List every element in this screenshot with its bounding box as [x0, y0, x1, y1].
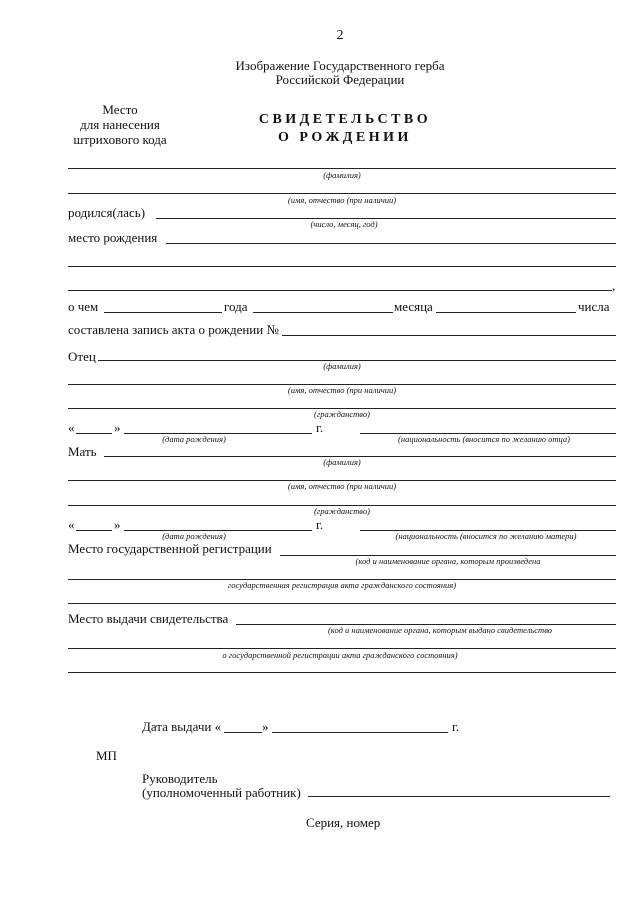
mother-surname-caption: (фамилия): [323, 457, 361, 467]
child-surname-line[interactable]: [68, 168, 616, 169]
mother-label: Мать: [68, 444, 97, 459]
birthplace-label: место рождения: [68, 230, 158, 245]
mother-dob-close-quote: »: [114, 517, 121, 532]
birthplace-line-2[interactable]: [68, 266, 616, 267]
signatory-title: Руководитель: [142, 771, 218, 786]
barcode-place-line3: штрихового кода: [73, 132, 167, 147]
birthplace-line-3[interactable]: [68, 290, 612, 291]
issuance-place-line-3[interactable]: [68, 672, 616, 673]
birth-date-line[interactable]: [156, 218, 616, 219]
father-surname-caption: (фамилия): [323, 361, 361, 371]
barcode-place-line1: Место: [102, 102, 138, 117]
act-record-label: составлена запись акта о рождении №: [68, 322, 279, 337]
document-title-line1: СВИДЕТЕЛЬСТВО: [258, 112, 432, 127]
issue-date-close-quote: »: [262, 719, 269, 734]
year-label: года: [224, 299, 248, 314]
document-title-line2: О РОЖДЕНИИ: [278, 130, 412, 145]
mother-dob-caption: (дата рождения): [162, 531, 226, 541]
registration-place-line-3[interactable]: [68, 603, 616, 604]
registration-place-label: Место государственной регистрации: [68, 541, 272, 556]
act-number-line[interactable]: [282, 335, 616, 336]
birth-date-caption: (число, месяц, год): [310, 219, 378, 229]
father-label: Отец: [68, 349, 96, 364]
issue-date-day-line[interactable]: [224, 732, 262, 733]
issue-date-line[interactable]: [272, 732, 448, 733]
issuance-place-label: Место выдачи свидетельства: [68, 611, 229, 626]
record-day-line[interactable]: [436, 312, 576, 313]
day-label: числа: [578, 299, 610, 314]
issuance-place-line-2[interactable]: [68, 648, 616, 649]
birthplace-comma: ,: [612, 278, 616, 293]
issuance-place-caption-2: о государственной регистрации акта гражданского состояния): [222, 650, 458, 660]
father-citizenship-caption: (гражданство): [314, 409, 370, 419]
child-surname-caption: (фамилия): [323, 170, 361, 180]
mother-dob-year-suffix: г.: [316, 517, 324, 532]
issuance-place-caption: (код и наименование органа, которым выдано свидетельство: [327, 625, 553, 635]
series-number-label: Серия, номер: [306, 815, 381, 830]
father-dob-open-quote: «: [68, 420, 75, 435]
mother-citizenship-caption: (гражданство): [314, 506, 370, 516]
father-dob-caption: (дата рождения): [162, 434, 226, 444]
father-dob-year-suffix: г.: [316, 420, 324, 435]
stamp-place-label: МП: [96, 748, 117, 763]
month-label: месяца: [394, 299, 433, 314]
issue-date-label: Дата выдачи «: [142, 719, 222, 734]
issue-date-year-suffix: г.: [452, 719, 460, 734]
registration-place-caption-2: государственная регистрация акта гражданского состояния): [227, 580, 457, 590]
signatory-subtitle: (уполномоченный работник): [142, 785, 301, 800]
mother-nationality-caption: (национальность (вносится по желанию матери): [395, 531, 577, 541]
page-number: 2: [336, 28, 344, 43]
barcode-place-line2: для нанесения: [80, 117, 160, 132]
father-dob-day-line[interactable]: [76, 433, 112, 434]
birthplace-line[interactable]: [166, 243, 616, 244]
emblem-caption-line1: Изображение Государственного герба: [235, 58, 445, 73]
mother-dob-day-line[interactable]: [76, 530, 112, 531]
mother-dob-open-quote: «: [68, 517, 75, 532]
emblem-caption-line2: Российской Федерации: [275, 72, 405, 87]
record-month-line[interactable]: [253, 312, 393, 313]
father-dob-close-quote: »: [114, 420, 121, 435]
child-name-line[interactable]: [68, 193, 616, 194]
father-name-caption: (имя, отчество (при наличии): [287, 385, 397, 395]
mother-name-caption: (имя, отчество (при наличии): [287, 481, 397, 491]
signature-line[interactable]: [308, 796, 610, 797]
about-label: о чем: [68, 299, 99, 314]
born-label: родился(лась): [68, 205, 146, 220]
father-nationality-caption: (национальность (вносится по желанию отца): [398, 434, 570, 444]
registration-place-caption: (код и наименование органа, которым произведена: [355, 556, 541, 566]
record-year-line[interactable]: [104, 312, 222, 313]
child-name-caption: (имя, отчество (при наличии): [287, 195, 397, 205]
